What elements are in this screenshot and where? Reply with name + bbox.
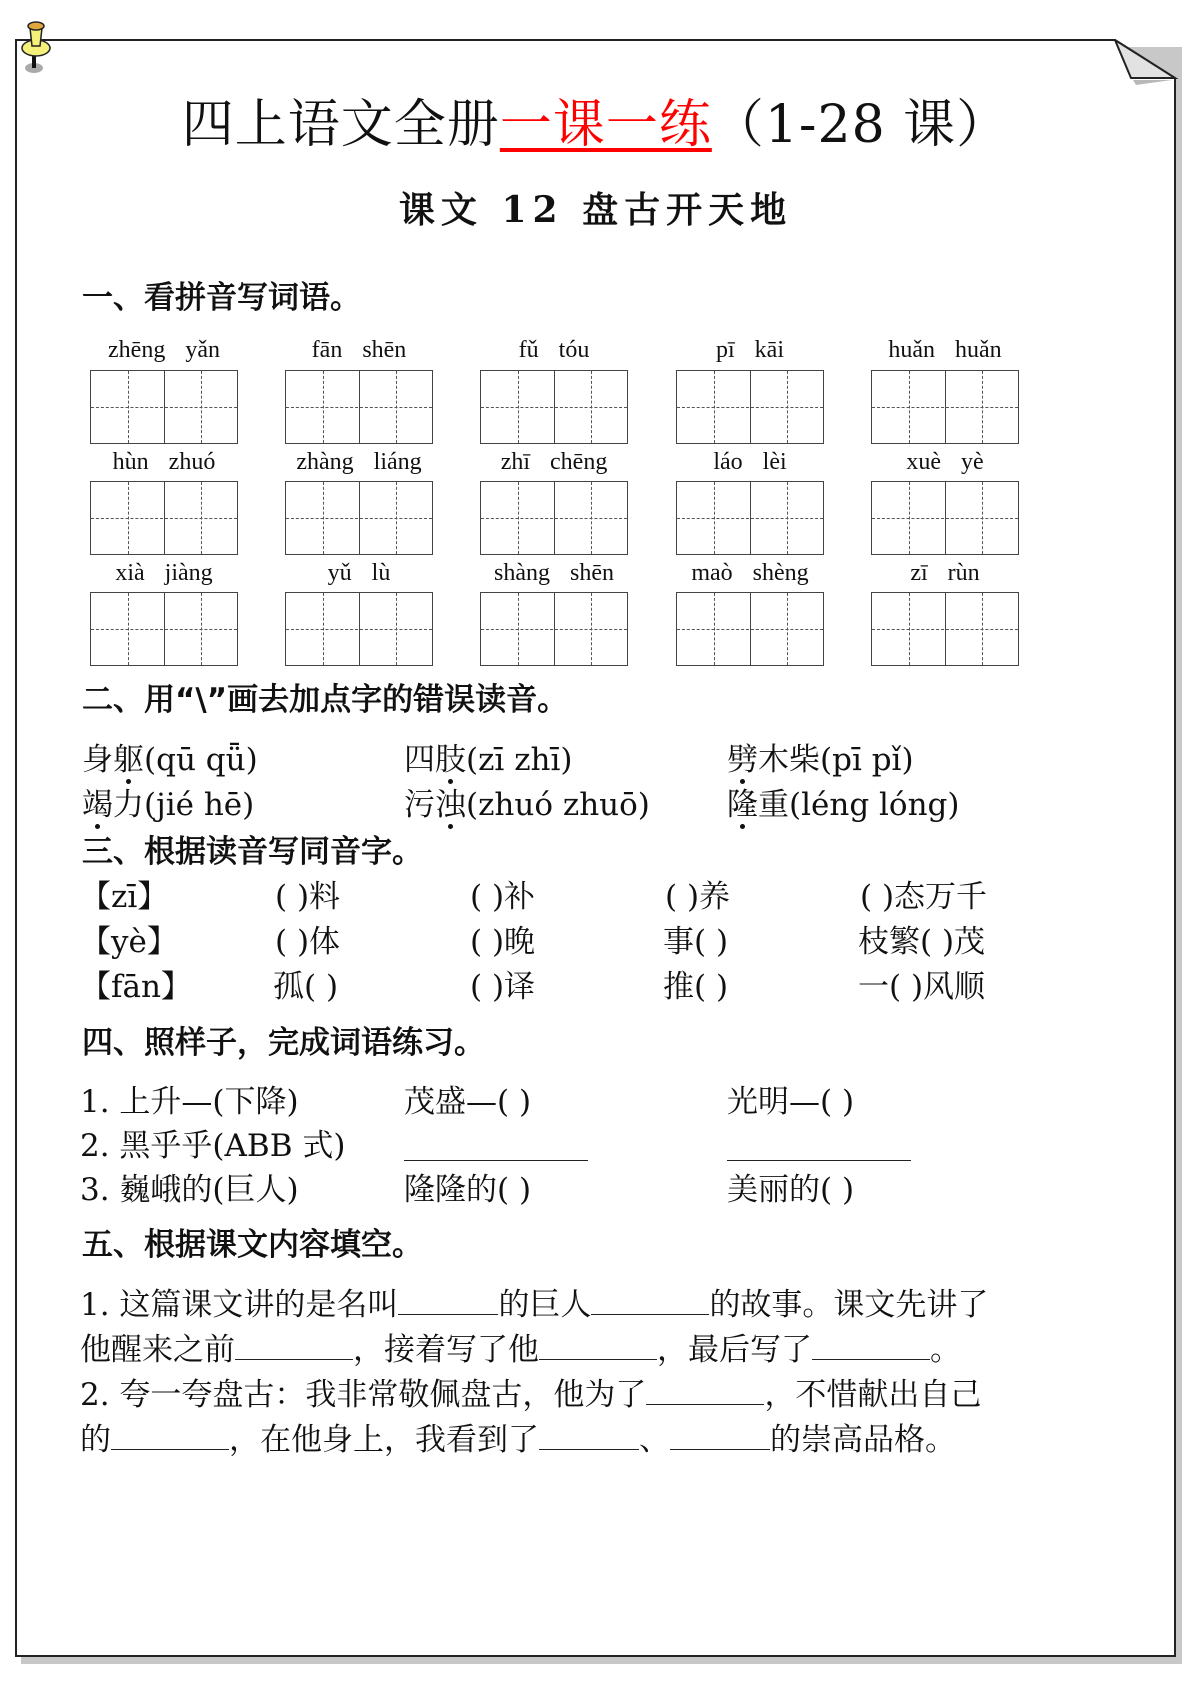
section5-heading: 五、根据课文内容填空。 (82, 1227, 423, 1263)
pinyin-label: maò shèng (691, 560, 809, 586)
pinyin-label: fǔ tóu (518, 337, 590, 363)
pinyin-label: shàng shēn (494, 560, 614, 586)
homophone-blank[interactable]: 推( ) (663, 969, 729, 1005)
example-word: 1. 上升—(下降) (80, 1084, 299, 1120)
homophone-blank[interactable]: 一( )风顺 (858, 969, 986, 1005)
example-word: 2. 黑乎乎(ABB 式) (80, 1128, 346, 1164)
dotted-char: 竭 (82, 787, 113, 823)
passage-text: ，在他身上，我看到了 (229, 1422, 539, 1458)
dotted-char: 浊 (435, 787, 466, 823)
homophone-blank[interactable]: ( )态万千 (860, 879, 988, 915)
writing-grid[interactable] (480, 592, 628, 666)
antonym-blank[interactable]: 光明—( ) (727, 1084, 855, 1120)
pinyin-options[interactable]: (zhuó zhuō) (466, 787, 650, 823)
pinyin-options[interactable]: (jié hē) (144, 787, 255, 823)
pinyin-label: láo lèi (713, 449, 787, 475)
writing-grid[interactable] (871, 592, 1019, 666)
writing-grid[interactable] (871, 370, 1019, 444)
word-text: 四 (404, 742, 435, 778)
fill-line-4 (80, 1418, 956, 1462)
pinyin-tag: 【yè】 (80, 924, 178, 960)
passage-text: ，不惜献出自己 (764, 1377, 982, 1413)
pinyin-options[interactable]: (pī pǐ) (820, 742, 914, 778)
passage-text: 、 (639, 1422, 670, 1458)
writing-grid[interactable] (90, 592, 238, 666)
pinyin-label: xià jiàng (115, 560, 213, 586)
answer-blank[interactable] (646, 1403, 764, 1405)
writing-grid[interactable] (480, 370, 628, 444)
section3-heading: 三、根据读音写同音字。 (82, 834, 423, 870)
pinyin-tag: 【zī】 (80, 879, 169, 915)
pinyin-tag: 【fān】 (80, 969, 192, 1005)
dotted-char: 肢 (435, 742, 466, 778)
word-text: 身 (82, 742, 113, 778)
homophone-blank[interactable]: ( )补 (470, 879, 536, 915)
reading-item[interactable] (404, 783, 650, 827)
pinyin-options[interactable]: (zī zhī) (466, 742, 573, 778)
section2-heading: 二、用“\”画去加点字的错误读音。 (82, 682, 569, 718)
pushpin-icon (20, 18, 56, 80)
fill-line-3 (80, 1373, 981, 1417)
answer-blank[interactable] (111, 1448, 229, 1450)
writing-grid[interactable] (676, 481, 824, 555)
page-title (0, 90, 1191, 160)
answer-blank[interactable] (539, 1358, 657, 1360)
writing-grid[interactable] (285, 592, 433, 666)
title-highlight: 一课一练 (499, 95, 712, 155)
lesson-subtitle: 课文 12 盘古开天地 (398, 189, 793, 231)
pinyin-label: huǎn huǎn (888, 337, 1002, 363)
section1-heading: 一、看拼音写词语。 (82, 280, 361, 316)
pinyin-label: xuè yè (906, 449, 984, 475)
writing-grid[interactable] (871, 481, 1019, 555)
example-word: 3. 巍峨的(巨人) (80, 1172, 299, 1208)
pinyin-options[interactable]: (qū qǖ) (144, 742, 258, 778)
phrase-blank[interactable]: 隆隆的( ) (404, 1172, 532, 1208)
passage-text: 的巨人 (498, 1287, 592, 1323)
reading-item[interactable] (82, 783, 254, 827)
passage-text: 2. 夸一夸盘古：我非常敬佩盘古，他为了 (80, 1377, 647, 1413)
dotted-char: 躯 (113, 742, 144, 778)
word-text: 木柴 (758, 742, 820, 778)
reading-item[interactable] (82, 738, 258, 782)
answer-blank[interactable] (398, 1313, 498, 1315)
answer-blank[interactable] (812, 1358, 930, 1360)
dotted-char: 隆 (727, 787, 758, 823)
abb-answer-line[interactable] (727, 1160, 911, 1161)
pinyin-label: pī kāi (716, 337, 784, 363)
section4-heading: 四、照样子，完成词语练习。 (82, 1025, 485, 1061)
pinyin-options[interactable]: (léng lóng) (789, 787, 960, 823)
passage-text: ，接着写了他 (353, 1332, 539, 1368)
answer-blank[interactable] (670, 1448, 770, 1450)
reading-item[interactable] (727, 783, 960, 827)
homophone-blank[interactable]: 事( ) (663, 924, 729, 960)
passage-text: 的 (80, 1422, 111, 1458)
antonym-blank[interactable]: 茂盛—( ) (404, 1084, 532, 1120)
pinyin-label: yǔ lù (327, 560, 391, 586)
reading-item[interactable] (727, 738, 914, 782)
answer-blank[interactable] (235, 1358, 353, 1360)
fill-line-1 (80, 1283, 988, 1327)
pinyin-label: hùn zhuó (112, 449, 216, 475)
writing-grid[interactable] (676, 370, 824, 444)
homophone-blank[interactable]: 孤( ) (273, 969, 339, 1005)
pinyin-label: zī rùn (910, 560, 980, 586)
writing-grid[interactable] (90, 370, 238, 444)
fill-line-2 (80, 1328, 961, 1372)
writing-grid[interactable] (285, 370, 433, 444)
passage-text: 他醒来之前 (80, 1332, 235, 1368)
homophone-blank[interactable]: ( )体 (275, 924, 341, 960)
homophone-blank[interactable]: ( )料 (275, 879, 341, 915)
title-suffix: （1-28 课） (711, 95, 1010, 155)
homophone-blank[interactable]: 枝繁( )茂 (858, 924, 986, 960)
homophone-blank[interactable]: ( )养 (665, 879, 731, 915)
homophone-blank[interactable]: ( )译 (470, 969, 536, 1005)
answer-blank[interactable] (591, 1313, 709, 1315)
dotted-char: 劈 (727, 742, 758, 778)
title-prefix: 四上语文全册 (181, 95, 500, 155)
word-text: 力 (113, 787, 144, 823)
passage-text: 1. 这篇课文讲的是名叫 (80, 1287, 399, 1323)
abb-answer-line[interactable] (404, 1160, 588, 1161)
passage-text: 。 (930, 1332, 961, 1368)
writing-grid[interactable] (285, 481, 433, 555)
word-text: 重 (758, 787, 789, 823)
pinyin-label: zhī chēng (500, 449, 608, 475)
homophone-blank[interactable]: ( )晚 (470, 924, 536, 960)
reading-item[interactable] (404, 738, 573, 782)
passage-text: ，最后写了 (657, 1332, 812, 1368)
word-text: 污 (404, 787, 435, 823)
writing-grid[interactable] (676, 592, 824, 666)
passage-text: 的故事。课文先讲了 (709, 1287, 989, 1323)
writing-grid[interactable] (480, 481, 628, 555)
pinyin-label: fān shēn (311, 337, 407, 363)
passage-text: 的崇高品格。 (770, 1422, 956, 1458)
pinyin-label: zhēng yǎn (108, 337, 220, 363)
answer-blank[interactable] (539, 1448, 639, 1450)
pinyin-label: zhàng liáng (296, 449, 422, 475)
writing-grid[interactable] (90, 481, 238, 555)
phrase-blank[interactable]: 美丽的( ) (727, 1172, 855, 1208)
